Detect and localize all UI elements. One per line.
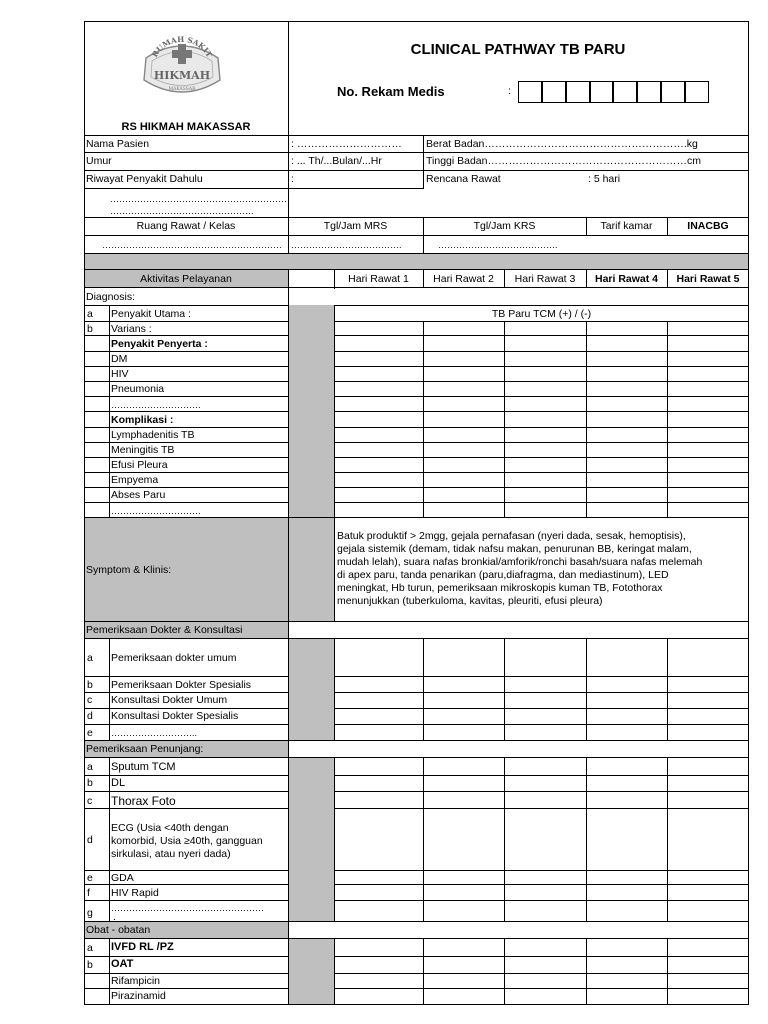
support-exam-item: GDA bbox=[111, 872, 134, 884]
room-tariff-header: Tarif kamar bbox=[600, 220, 653, 232]
discharge-date-header: Tgl/Jam KRS bbox=[473, 220, 536, 232]
ward-class-field[interactable]: …………………………………………………… bbox=[102, 240, 282, 250]
body-weight-field[interactable]: Berat Badan………………………………………………….kg bbox=[426, 138, 698, 150]
comorbid-item: Pneumonia bbox=[111, 383, 165, 395]
day-3-header: Hari Rawat 3 bbox=[514, 273, 576, 285]
medication-item: Rifampicin bbox=[111, 975, 161, 987]
row-letter: a bbox=[87, 761, 93, 773]
consultation-item: Konsultasi Dokter Umum bbox=[111, 694, 228, 706]
support-exam-item: Sputum TCM bbox=[111, 761, 176, 773]
symptom-line: meningkat, Hb turun, pemeriksaan mikroskopis kuman TB, Fotothorax bbox=[337, 582, 663, 594]
activities-header: Aktivitas Pelayanan bbox=[140, 273, 232, 285]
row-letter: a bbox=[87, 652, 93, 664]
medical-history-field-2[interactable]: ………………………………………… bbox=[110, 206, 254, 216]
medical-history-field-1[interactable]: …………………………………………………… bbox=[110, 194, 290, 204]
symptom-line: Batuk produktif > 2mgg, gejala pernafasan (nyeri dada, sesak, hemoptisis), bbox=[337, 530, 686, 542]
support-exam-item: Thorax Foto bbox=[111, 794, 176, 808]
inacbg-header: INACBG bbox=[687, 220, 729, 232]
body-height-field[interactable]: Tinggi Badan…………………………………………………cm bbox=[426, 155, 701, 167]
care-plan-label: Rencana Rawat bbox=[426, 173, 501, 185]
medical-history-colon: : bbox=[291, 173, 294, 185]
variant-label: Varians : bbox=[111, 323, 152, 335]
symptom-line: menunjukkan (tuberkuloma, kavitas, pleuriti, efusi pleura) bbox=[337, 595, 603, 607]
admission-date-field[interactable]: ………………………………. bbox=[291, 240, 402, 250]
complication-item: Efusi Pleura bbox=[111, 459, 168, 471]
row-letter: c bbox=[87, 694, 93, 706]
consultation-item: Konsultasi Dokter Spesialis bbox=[111, 710, 239, 722]
complication-label: Komplikasi : bbox=[111, 414, 174, 426]
age-field[interactable]: : ... Th/...Bulan/...Hr bbox=[291, 155, 382, 167]
row-letter: b bbox=[87, 323, 93, 335]
hospital-logo bbox=[136, 28, 228, 108]
complication-item: Lymphadenitis TB bbox=[111, 429, 195, 441]
symptom-line: di apex paru, tanda penarikan (paru,diafragma, dan mediastinum), LED bbox=[337, 569, 669, 581]
medication-item: IVFD RL /PZ bbox=[111, 941, 174, 953]
admission-date-header: Tgl/Jam MRS bbox=[323, 220, 388, 232]
consultation-item: Pemeriksaan Dokter Spesialis bbox=[111, 679, 252, 691]
comorbid-item: HIV bbox=[111, 368, 129, 380]
row-letter: b bbox=[87, 777, 93, 789]
complication-item: Meningitis TB bbox=[111, 444, 175, 456]
ecg-line: ECG (Usia <40th dengan bbox=[111, 822, 229, 834]
day-5-header: Hari Rawat 5 bbox=[676, 273, 740, 285]
medication-section-label: Obat - obatan bbox=[86, 924, 151, 936]
complication-item[interactable]: ………………………… bbox=[111, 506, 201, 516]
medical-history-label: Riwayat Penyakit Dahulu bbox=[86, 173, 203, 185]
comorbid-item: DM bbox=[111, 353, 128, 365]
age-label: Umur bbox=[86, 155, 112, 167]
row-letter: a bbox=[87, 942, 93, 954]
row-letter: f bbox=[87, 887, 90, 899]
support-exam-item: DL bbox=[111, 777, 126, 789]
row-letter: c bbox=[87, 795, 93, 807]
hospital-name: RS HIKMAH MAKASSAR bbox=[121, 121, 251, 133]
row-letter: e bbox=[87, 872, 93, 884]
symptom-line: mudah lelah), suara nafas bronkial/amforik/ronchi basah/suara nafas melemah bbox=[337, 556, 703, 568]
medication-item: OAT bbox=[111, 958, 134, 970]
row-letter: g bbox=[87, 907, 93, 919]
record-colon: : bbox=[508, 85, 511, 97]
patient-name-field[interactable]: : ………………………… bbox=[291, 138, 402, 150]
row-letter: d bbox=[87, 834, 93, 846]
consultation-item[interactable]: ……………………….. bbox=[111, 728, 198, 738]
support-exam-item: HIV Rapid bbox=[111, 887, 159, 899]
support-exams-section-label: Pemeriksaan Penunjang: bbox=[86, 743, 204, 755]
care-plan-value: : 5 hari bbox=[588, 173, 621, 185]
ecg-line: komorbid, Usia ≥40th, gangguan bbox=[111, 835, 263, 847]
symptom-label: Symptom & Klinis: bbox=[86, 564, 172, 576]
complication-item: Abses Paru bbox=[111, 489, 166, 501]
primary-disease-value: TB Paru TCM (+) / (-) bbox=[491, 308, 592, 320]
consultation-item: Pemeriksaan dokter umum bbox=[111, 652, 237, 664]
ecg-line: sirkulasi, atau nyeri dada) bbox=[111, 848, 231, 860]
primary-disease-label: Penyakit Utama : bbox=[111, 308, 191, 320]
comorbid-item[interactable]: ………………………… bbox=[111, 400, 201, 410]
comorbid-label: Penyakit Penyerta : bbox=[111, 338, 208, 350]
row-letter: a bbox=[87, 308, 93, 320]
logo-city: MAKASSAR bbox=[168, 87, 196, 92]
record-label: No. Rekam Medis bbox=[337, 84, 445, 99]
patient-name-label: Nama Pasien bbox=[86, 138, 150, 150]
complication-item: Empyema bbox=[111, 474, 159, 486]
day-1-header: Hari Rawat 1 bbox=[348, 273, 409, 285]
symptom-line: gejala sistemik (demam, tidak nafsu makan, penurunan BB, keringat malam, bbox=[337, 543, 692, 555]
medication-item: Pirazinamid bbox=[111, 990, 166, 1002]
row-letter: d bbox=[87, 710, 93, 722]
row-letter: b bbox=[87, 959, 93, 971]
support-exam-item[interactable]: …………………………………………… bbox=[111, 903, 264, 913]
row-letter: b bbox=[87, 679, 93, 691]
consultation-section-label: Pemeriksaan Dokter & Konsultasi bbox=[86, 624, 243, 636]
support-exam-item-dot: . bbox=[113, 911, 116, 923]
logo-name: HIKMAH bbox=[153, 69, 211, 82]
row-letter: e bbox=[87, 727, 93, 739]
diagnosis-section-label: Diagnosis: bbox=[86, 291, 136, 303]
day-2-header: Hari Rawat 2 bbox=[433, 273, 494, 285]
page-title: CLINICAL PATHWAY TB PARU bbox=[410, 41, 626, 58]
discharge-date-field[interactable]: …………………………………. bbox=[438, 240, 558, 250]
logo-arc-text: RUMAH SAKIT bbox=[150, 34, 214, 59]
ward-class-header: Ruang Rawat / Kelas bbox=[136, 220, 236, 232]
day-4-header: Hari Rawat 4 bbox=[594, 273, 659, 285]
